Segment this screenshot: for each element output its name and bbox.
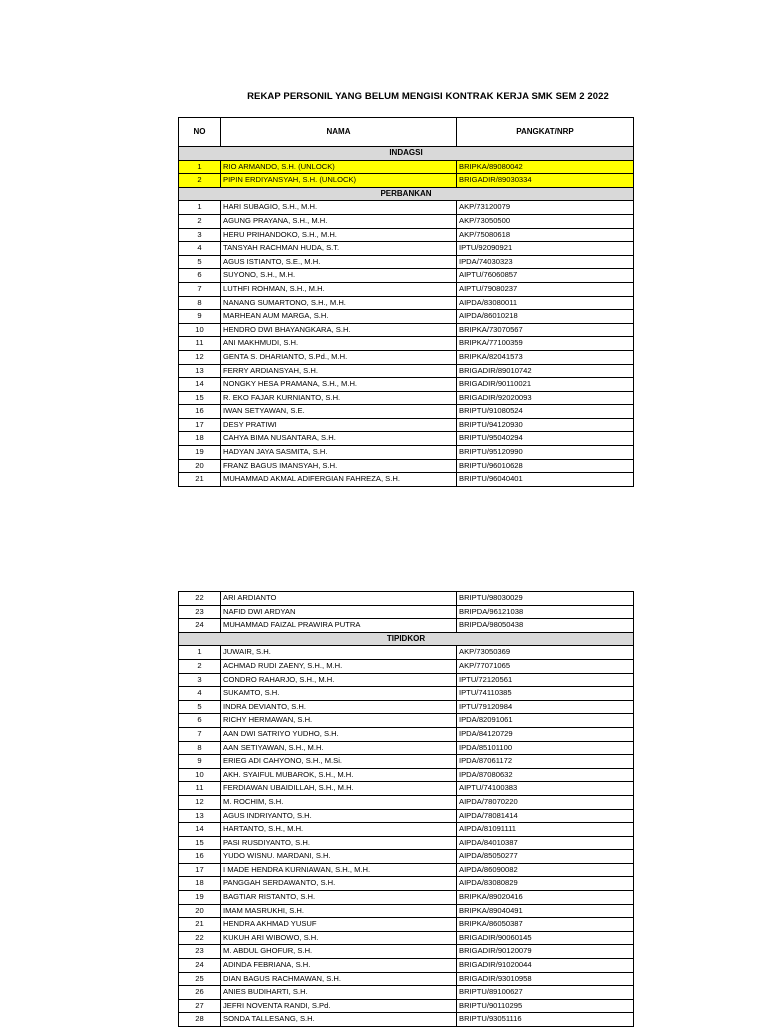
cell-no: 23 xyxy=(179,605,221,619)
cell-nama: HERU PRIHANDOKO, S.H., M.H. xyxy=(221,228,457,242)
table-row xyxy=(179,999,634,1013)
cell-pangkat: AIPDA/85050277 xyxy=(457,850,634,864)
cell-no: 1 xyxy=(179,160,221,174)
table-body xyxy=(179,147,634,487)
cell-no: 8 xyxy=(179,741,221,755)
cell-nama: FERDIAWAN UBAIDILLAH, S.H., M.H. xyxy=(221,782,457,796)
table-row xyxy=(179,310,634,324)
table-body xyxy=(179,592,634,1027)
cell-no: 27 xyxy=(179,999,221,1013)
table-row xyxy=(179,700,634,714)
cell-nama: ARI ARDIANTO xyxy=(221,592,457,606)
cell-no: 3 xyxy=(179,228,221,242)
cell-no: 22 xyxy=(179,931,221,945)
cell-no: 13 xyxy=(179,364,221,378)
cell-pangkat: BRIPTU/96010628 xyxy=(457,459,634,473)
table-row xyxy=(179,1013,634,1027)
cell-no: 14 xyxy=(179,378,221,392)
cell-nama: JEFRI NOVENTA RANDI, S.Pd. xyxy=(221,999,457,1013)
cell-pangkat: BRIPKA/82041573 xyxy=(457,350,634,364)
cell-nama: MARHEAN AUM MARGA, S.H. xyxy=(221,310,457,324)
cell-pangkat: BRIPTU/95120990 xyxy=(457,446,634,460)
cell-pangkat: BRIPTU/90110295 xyxy=(457,999,634,1013)
cell-no: 4 xyxy=(179,242,221,256)
cell-pangkat: AIPDA/83080011 xyxy=(457,296,634,310)
table-header-row xyxy=(179,118,634,147)
cell-pangkat: BRIPTU/96040401 xyxy=(457,473,634,487)
cell-pangkat: AIPDA/78070220 xyxy=(457,795,634,809)
table-row xyxy=(179,296,634,310)
cell-nama: RICHY HERMAWAN, S.H. xyxy=(221,714,457,728)
cell-no: 21 xyxy=(179,473,221,487)
cell-pangkat: BRIPKA/86050387 xyxy=(457,918,634,932)
cell-pangkat: BRIPTU/93051116 xyxy=(457,1013,634,1027)
table-row xyxy=(179,823,634,837)
cell-no: 6 xyxy=(179,714,221,728)
cell-nama: CONDRO RAHARJO, S.H., M.H. xyxy=(221,673,457,687)
table-row xyxy=(179,768,634,782)
cell-nama: NAFID DWI ARDYAN xyxy=(221,605,457,619)
table-row xyxy=(179,850,634,864)
table-row xyxy=(179,323,634,337)
cell-nama: YUDO WISNU. MARDANI, S.H. xyxy=(221,850,457,864)
table-row xyxy=(179,891,634,905)
cell-pangkat: AIPTU/74100383 xyxy=(457,782,634,796)
cell-no: 21 xyxy=(179,918,221,932)
cell-pangkat: BRIGADIR/90060145 xyxy=(457,931,634,945)
cell-nama: ANI MAKHMUDI, S.H. xyxy=(221,337,457,351)
cell-pangkat: BRIGADIR/93010958 xyxy=(457,972,634,986)
cell-pangkat: AIPDA/81091111 xyxy=(457,823,634,837)
header-no: NO xyxy=(179,118,221,147)
section-header-row xyxy=(179,147,634,161)
cell-nama: TANSYAH RACHMAN HUDA, S.T. xyxy=(221,242,457,256)
table-row xyxy=(179,959,634,973)
cell-nama: PIPIN ERDIYANSYAH, S.H. (UNLOCK) xyxy=(221,174,457,188)
table-row xyxy=(179,432,634,446)
cell-no: 20 xyxy=(179,459,221,473)
table-row xyxy=(179,673,634,687)
cell-no: 28 xyxy=(179,1013,221,1027)
table-row xyxy=(179,269,634,283)
cell-no: 17 xyxy=(179,418,221,432)
cell-nama: ACHMAD RUDI ZAENY, S.H., M.H. xyxy=(221,659,457,673)
table-row xyxy=(179,418,634,432)
section-label: TIPIDKOR xyxy=(179,632,634,646)
cell-pangkat: BRIPTU/95040294 xyxy=(457,432,634,446)
cell-pangkat: BRIGADIR/90110021 xyxy=(457,378,634,392)
document-title-text: REKAP PERSONIL YANG BELUM MENGISI KONTRAK KERJA SMK SEM 2 2022 xyxy=(247,91,609,102)
header-pangkat: PANGKAT/NRP xyxy=(457,118,634,147)
table-row xyxy=(179,755,634,769)
table-row xyxy=(179,337,634,351)
cell-pangkat: AKP/77071065 xyxy=(457,659,634,673)
cell-no: 8 xyxy=(179,296,221,310)
table-row xyxy=(179,405,634,419)
cell-nama: PANGGAH SERDAWANTO, S.H. xyxy=(221,877,457,891)
table-row xyxy=(179,972,634,986)
cell-pangkat: BRIGADIR/89010742 xyxy=(457,364,634,378)
cell-pangkat: IPTU/74110385 xyxy=(457,687,634,701)
table-row xyxy=(179,741,634,755)
cell-no: 9 xyxy=(179,755,221,769)
cell-nama: SUKAMTO, S.H. xyxy=(221,687,457,701)
cell-nama: I MADE HENDRA KURNIAWAN, S.H., M.H. xyxy=(221,863,457,877)
cell-pangkat: AIPTU/76060857 xyxy=(457,269,634,283)
table-row xyxy=(179,918,634,932)
cell-pangkat: IPTU/79120984 xyxy=(457,700,634,714)
cell-nama: RIO ARMANDO, S.H. (UNLOCK) xyxy=(221,160,457,174)
cell-pangkat: AIPDA/86090082 xyxy=(457,863,634,877)
cell-pangkat: BRIPTU/89100627 xyxy=(457,986,634,1000)
cell-nama: MUHAMMAD AKMAL ADIFERGIAN FAHREZA, S.H. xyxy=(221,473,457,487)
table-row xyxy=(179,174,634,188)
cell-no: 16 xyxy=(179,405,221,419)
cell-nama: HARI SUBAGIO, S.H., M.H. xyxy=(221,201,457,215)
cell-pangkat: IPDA/74030323 xyxy=(457,255,634,269)
cell-no: 24 xyxy=(179,959,221,973)
table-row xyxy=(179,282,634,296)
cell-no: 13 xyxy=(179,809,221,823)
table-row xyxy=(179,242,634,256)
table-row xyxy=(179,446,634,460)
cell-nama: M. ABDUL GHOFUR, S.H. xyxy=(221,945,457,959)
table-row xyxy=(179,904,634,918)
cell-nama: IWAN SETYAWAN, S.E. xyxy=(221,405,457,419)
cell-no: 2 xyxy=(179,214,221,228)
section-header-row xyxy=(179,187,634,201)
header-nama: NAMA xyxy=(221,118,457,147)
cell-nama: AKH. SYAIFUL MUBAROK, S.H., M.H. xyxy=(221,768,457,782)
cell-nama: HENDRA AKHMAD YUSUF xyxy=(221,918,457,932)
cell-nama: SUYONO, S.H., M.H. xyxy=(221,269,457,283)
cell-no: 26 xyxy=(179,986,221,1000)
table-row xyxy=(179,714,634,728)
cell-pangkat: IPTU/92090921 xyxy=(457,242,634,256)
cell-nama: ANIES BUDIHARTI, S.H. xyxy=(221,986,457,1000)
cell-nama: LUTHFI ROHMAN, S.H., M.H. xyxy=(221,282,457,296)
cell-nama: INDRA DEVIANTO, S.H. xyxy=(221,700,457,714)
cell-no: 12 xyxy=(179,795,221,809)
cell-pangkat: AIPDA/78081414 xyxy=(457,809,634,823)
cell-nama: R. EKO FAJAR KURNIANTO, S.H. xyxy=(221,391,457,405)
cell-nama: IMAM MASRUKHI, S.H. xyxy=(221,904,457,918)
cell-no: 16 xyxy=(179,850,221,864)
cell-no: 19 xyxy=(179,446,221,460)
table-row xyxy=(179,391,634,405)
cell-no: 18 xyxy=(179,432,221,446)
cell-no: 5 xyxy=(179,255,221,269)
cell-no: 19 xyxy=(179,891,221,905)
cell-no: 22 xyxy=(179,592,221,606)
cell-nama: BAGTIAR RISTANTO, S.H. xyxy=(221,891,457,905)
document-title xyxy=(0,91,768,102)
cell-nama: ADINDA FEBRIANA, S.H. xyxy=(221,959,457,973)
cell-no: 24 xyxy=(179,619,221,633)
cell-no: 25 xyxy=(179,972,221,986)
cell-nama: FERRY ARDIANSYAH, S.H. xyxy=(221,364,457,378)
cell-nama: AAN SETIYAWAN, S.H., M.H. xyxy=(221,741,457,755)
cell-nama: NONGKY HESA PRAMANA, S.H., M.H. xyxy=(221,378,457,392)
table-row xyxy=(179,228,634,242)
cell-pangkat: BRIGADIR/92020093 xyxy=(457,391,634,405)
cell-no: 23 xyxy=(179,945,221,959)
table-row xyxy=(179,931,634,945)
cell-nama: ERIEG ADI CAHYONO, S.H., M.Si. xyxy=(221,755,457,769)
table-row xyxy=(179,459,634,473)
cell-pangkat: BRIPTU/91080524 xyxy=(457,405,634,419)
section-header-row xyxy=(179,632,634,646)
cell-pangkat: IPDA/84120729 xyxy=(457,727,634,741)
cell-pangkat: AKP/73120079 xyxy=(457,201,634,215)
personnel-table-page-2 xyxy=(178,591,634,1027)
cell-no: 2 xyxy=(179,174,221,188)
cell-pangkat: BRIPKA/89040491 xyxy=(457,904,634,918)
table-row xyxy=(179,863,634,877)
cell-pangkat: BRIPDA/98050438 xyxy=(457,619,634,633)
cell-no: 4 xyxy=(179,687,221,701)
cell-no: 11 xyxy=(179,337,221,351)
cell-nama: FRANZ BAGUS IMANSYAH, S.H. xyxy=(221,459,457,473)
cell-pangkat: AKP/75080618 xyxy=(457,228,634,242)
cell-pangkat: AIPTU/79080237 xyxy=(457,282,634,296)
cell-pangkat: BRIGADIR/90120079 xyxy=(457,945,634,959)
cell-nama: SONDA TALLESANG, S.H. xyxy=(221,1013,457,1027)
cell-no: 10 xyxy=(179,768,221,782)
table-row xyxy=(179,160,634,174)
cell-pangkat: IPDA/85101100 xyxy=(457,741,634,755)
cell-pangkat: BRIGADIR/91020044 xyxy=(457,959,634,973)
cell-no: 14 xyxy=(179,823,221,837)
table-row xyxy=(179,592,634,606)
cell-no: 12 xyxy=(179,350,221,364)
cell-pangkat: AIPDA/83080829 xyxy=(457,877,634,891)
cell-nama: M. ROCHIM, S.H. xyxy=(221,795,457,809)
cell-nama: AGUS ISTIANTO, S.E., M.H. xyxy=(221,255,457,269)
table-row xyxy=(179,605,634,619)
cell-nama: AGUNG PRAYANA, S.H., M.H. xyxy=(221,214,457,228)
table-row xyxy=(179,255,634,269)
cell-nama: KUKUH ARI WIBOWO, S.H. xyxy=(221,931,457,945)
cell-pangkat: AIPDA/84010387 xyxy=(457,836,634,850)
cell-nama: DIAN BAGUS RACHMAWAN, S.H. xyxy=(221,972,457,986)
cell-nama: GENTA S. DHARIANTO, S.Pd., M.H. xyxy=(221,350,457,364)
table-row xyxy=(179,350,634,364)
cell-no: 9 xyxy=(179,310,221,324)
cell-nama: HENDRO DWI BHAYANGKARA, S.H. xyxy=(221,323,457,337)
cell-pangkat: BRIPKA/89080042 xyxy=(457,160,634,174)
cell-no: 6 xyxy=(179,269,221,283)
cell-no: 15 xyxy=(179,836,221,850)
table-row xyxy=(179,659,634,673)
table-row xyxy=(179,364,634,378)
cell-no: 15 xyxy=(179,391,221,405)
cell-pangkat: BRIPKA/73070567 xyxy=(457,323,634,337)
table-row xyxy=(179,687,634,701)
table-row xyxy=(179,646,634,660)
cell-pangkat: BRIPKA/89020416 xyxy=(457,891,634,905)
cell-nama: AAN DWI SATRIYO YUDHO, S.H. xyxy=(221,727,457,741)
cell-pangkat: IPDA/87061172 xyxy=(457,755,634,769)
cell-pangkat: BRIPTU/98030029 xyxy=(457,592,634,606)
cell-nama: HARTANTO, S.H., M.H. xyxy=(221,823,457,837)
cell-no: 7 xyxy=(179,727,221,741)
table-row xyxy=(179,201,634,215)
cell-nama: AGUS INDRIYANTO, S.H. xyxy=(221,809,457,823)
cell-nama: PASI RUSDIYANTO, S.H. xyxy=(221,836,457,850)
cell-no: 18 xyxy=(179,877,221,891)
table-row xyxy=(179,619,634,633)
cell-pangkat: BRIPTU/94120930 xyxy=(457,418,634,432)
cell-nama: JUWAIR, S.H. xyxy=(221,646,457,660)
cell-no: 17 xyxy=(179,863,221,877)
cell-nama: MUHAMMAD FAIZAL PRAWIRA PUTRA xyxy=(221,619,457,633)
cell-pangkat: BRIPKA/77100359 xyxy=(457,337,634,351)
personnel-table-page-1 xyxy=(178,117,634,487)
cell-pangkat: AIPDA/86010218 xyxy=(457,310,634,324)
cell-nama: NANANG SUMARTONO, S.H., M.H. xyxy=(221,296,457,310)
table-row xyxy=(179,727,634,741)
table-row xyxy=(179,214,634,228)
table-row xyxy=(179,945,634,959)
cell-no: 10 xyxy=(179,323,221,337)
table-row xyxy=(179,877,634,891)
table-row xyxy=(179,795,634,809)
table-row xyxy=(179,836,634,850)
cell-no: 2 xyxy=(179,659,221,673)
cell-pangkat: BRIGADIR/89030334 xyxy=(457,174,634,188)
table-row xyxy=(179,809,634,823)
cell-no: 1 xyxy=(179,646,221,660)
cell-pangkat: BRIPDA/96121038 xyxy=(457,605,634,619)
table-row xyxy=(179,986,634,1000)
section-label: PERBANKAN xyxy=(179,187,634,201)
table-row xyxy=(179,473,634,487)
cell-pangkat: AKP/73050369 xyxy=(457,646,634,660)
cell-pangkat: IPDA/87080632 xyxy=(457,768,634,782)
cell-nama: CAHYA BIMA NUSANTARA, S.H. xyxy=(221,432,457,446)
cell-no: 1 xyxy=(179,201,221,215)
cell-no: 3 xyxy=(179,673,221,687)
cell-no: 20 xyxy=(179,904,221,918)
table-row xyxy=(179,378,634,392)
cell-pangkat: IPTU/72120561 xyxy=(457,673,634,687)
cell-no: 5 xyxy=(179,700,221,714)
cell-no: 7 xyxy=(179,282,221,296)
cell-pangkat: AKP/73050500 xyxy=(457,214,634,228)
cell-no: 11 xyxy=(179,782,221,796)
table-row xyxy=(179,782,634,796)
cell-nama: HADYAN JAYA SASMITA, S.H. xyxy=(221,446,457,460)
section-label: INDAGSI xyxy=(179,147,634,161)
cell-nama: DESY PRATIWI xyxy=(221,418,457,432)
cell-pangkat: IPDA/82091061 xyxy=(457,714,634,728)
